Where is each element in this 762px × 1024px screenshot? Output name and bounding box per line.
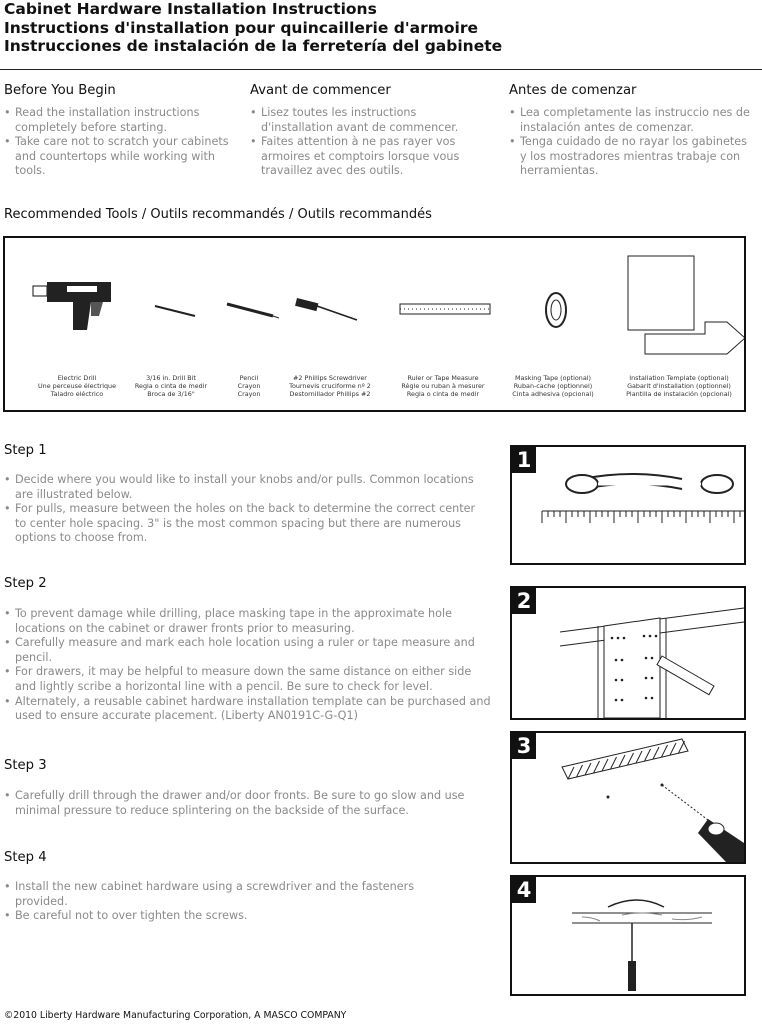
list-item: • Be careful not to over tighten the screws. — [4, 909, 464, 924]
step-1-number: 1 — [512, 447, 536, 473]
header-divider — [0, 69, 762, 70]
list-item: • Install the new cabinet hardware using a screwdriver and the fasteners provided. — [4, 880, 464, 909]
list-item: • Tenga cuidado de no rayar los gabinetes y los mostradores mientras trabaje con herramientas. — [509, 135, 755, 179]
step-1-illustration — [510, 445, 746, 565]
before-column-fr — [250, 83, 480, 179]
tool-label-line: Plantilla de instalación (opcional) — [626, 390, 732, 398]
step-4-list — [4, 880, 464, 924]
pencil-icon — [227, 304, 279, 318]
before-list-en — [4, 106, 229, 179]
list-item: • Carefully drill through the drawer and/or door fronts. Be sure to go slow and use minimal pressure to reduce splintering on the backside of the surface. — [4, 789, 494, 818]
step-2-illustration — [510, 586, 746, 720]
step-3-list — [4, 789, 494, 818]
list-item: • Carefully measure and mark each hole location using a ruler or tape measure and pencil. — [4, 636, 494, 665]
tool-label-line: Regla o cinta de medir — [406, 390, 480, 398]
step-3-illustration — [510, 731, 746, 864]
title-es: Instrucciones de instalación de la ferretería del gabinete — [4, 37, 503, 55]
step-3-number: 3 — [512, 733, 536, 759]
installation-template-icon — [628, 256, 744, 354]
tool-label-line: Installation Template (optional) — [629, 374, 729, 382]
tool-label-line: Crayon — [237, 390, 261, 398]
list-item: • For drawers, it may be helpful to measure down the same distance on either side and lightly scribe a horizontal line with a pencil. Be sure to check for level. — [4, 665, 494, 694]
step-3-heading: Step 3 — [4, 758, 47, 773]
list-item: • Lea completamente las instruccio nes de instalación antes de comenzar. — [509, 106, 755, 135]
tool-label-line: Gabarit d'installation (optionnel) — [627, 382, 731, 390]
tool-label-line: Taladro eléctrico — [50, 390, 104, 398]
template-marking-illustration — [512, 588, 744, 718]
before-heading-fr: Avant de commencer — [250, 83, 391, 98]
step-4-illustration — [510, 875, 746, 996]
tool-label-masking-tape — [498, 374, 608, 398]
tool-label-template — [624, 374, 734, 398]
before-list-es — [509, 106, 755, 179]
tool-label-line: Une perceuse électrique — [37, 382, 117, 390]
step-2-number: 2 — [512, 588, 536, 614]
list-item: • Take care not to scratch your cabinets and countertops while working with tools. — [4, 135, 229, 179]
copyright-footer: ©2010 Liberty Hardware Manufacturing Corporation, A MASCO COMPANY — [4, 1010, 347, 1021]
tool-label-line: Electric Drill — [57, 374, 97, 382]
screwdriver-icon — [628, 961, 636, 991]
tool-label-line: Masking Tape (optional) — [514, 374, 592, 382]
title-en: Cabinet Hardware Installation Instructions — [4, 0, 377, 18]
tool-label-line: Pencil — [239, 374, 259, 382]
before-column-es — [509, 83, 755, 179]
tool-label-line: Tournevis cruciforme nº 2 — [289, 382, 371, 390]
tools-heading: Recommended Tools / Outils recommandés / Outils recommandés — [4, 207, 432, 222]
step-2-heading: Step 2 — [4, 576, 47, 591]
drill-bit-icon — [155, 306, 195, 316]
step-2-list — [4, 607, 494, 724]
tool-label-line: #2 Phillips Screwdriver — [293, 374, 367, 382]
list-item: • For pulls, measure between the holes on the back to determine the correct center to center hole spacing. 3" is the most common spacing but there are numerous options to choose from. — [4, 502, 484, 546]
step-1-list — [4, 473, 484, 546]
list-item: • Faites attention à ne pas rayer vos armoires et comptoirs lorsque vous travaillez avec des outils. — [250, 135, 480, 179]
before-list-fr — [250, 106, 480, 179]
masking-tape-icon — [546, 293, 566, 327]
pull-ruler-illustration — [512, 447, 744, 563]
document-title — [4, 0, 502, 56]
tool-label-line: Regla o cinta de medir — [134, 382, 208, 390]
tool-label-screwdriver — [275, 374, 385, 398]
list-item: • Decide where you would like to install your knobs and/or pulls. Common locations are illustrated below. — [4, 473, 484, 502]
electric-drill-icon — [698, 819, 744, 862]
list-item: • Lisez toutes les instructions d'installation avant de commencer. — [250, 106, 480, 135]
list-item: • To prevent damage while drilling, place masking tape in the approximate hole locations on the cabinet or drawer fronts prior to measuring. — [4, 607, 494, 636]
screwdriver-icon — [295, 298, 357, 320]
step-4-heading: Step 4 — [4, 850, 47, 865]
title-fr: Instructions d'installation pour quincaillerie d'armoire — [4, 18, 478, 37]
before-heading-en: Before You Begin — [4, 83, 116, 98]
electric-drill-icon — [33, 282, 111, 330]
step-1-heading: Step 1 — [4, 443, 47, 458]
tool-label-line: Broca de 3/16" — [147, 390, 195, 398]
tool-label-line: Destornillador Phillips #2 — [289, 390, 371, 398]
tools-panel — [3, 236, 746, 412]
ruler-icon — [400, 304, 490, 314]
drilling-illustration — [512, 733, 744, 862]
list-item: • Alternately, a reusable cabinet hardware installation template can be purchased and used to ensure accurate placement. (Liberty AN0191C-G-Q1) — [4, 695, 494, 724]
screw-install-illustration — [512, 877, 744, 994]
tool-label-line: Cinta adhesiva (opcional) — [512, 390, 594, 398]
tool-label-line: 3/16 in. Drill Bit — [146, 374, 196, 382]
before-column-en — [4, 83, 229, 179]
step-4-number: 4 — [512, 877, 536, 903]
tool-label-ruler — [388, 374, 498, 398]
tool-label-line: Crayon — [237, 382, 261, 390]
tool-label-line: Ruban-cache (optionnel) — [513, 382, 593, 390]
list-item: • Read the installation instructions completely before starting. — [4, 106, 229, 135]
tool-label-line: Règle ou ruban à mesurer — [401, 382, 485, 390]
before-heading-es: Antes de comenzar — [509, 83, 637, 98]
tool-label-line: Ruler or Tape Measure — [407, 374, 479, 382]
